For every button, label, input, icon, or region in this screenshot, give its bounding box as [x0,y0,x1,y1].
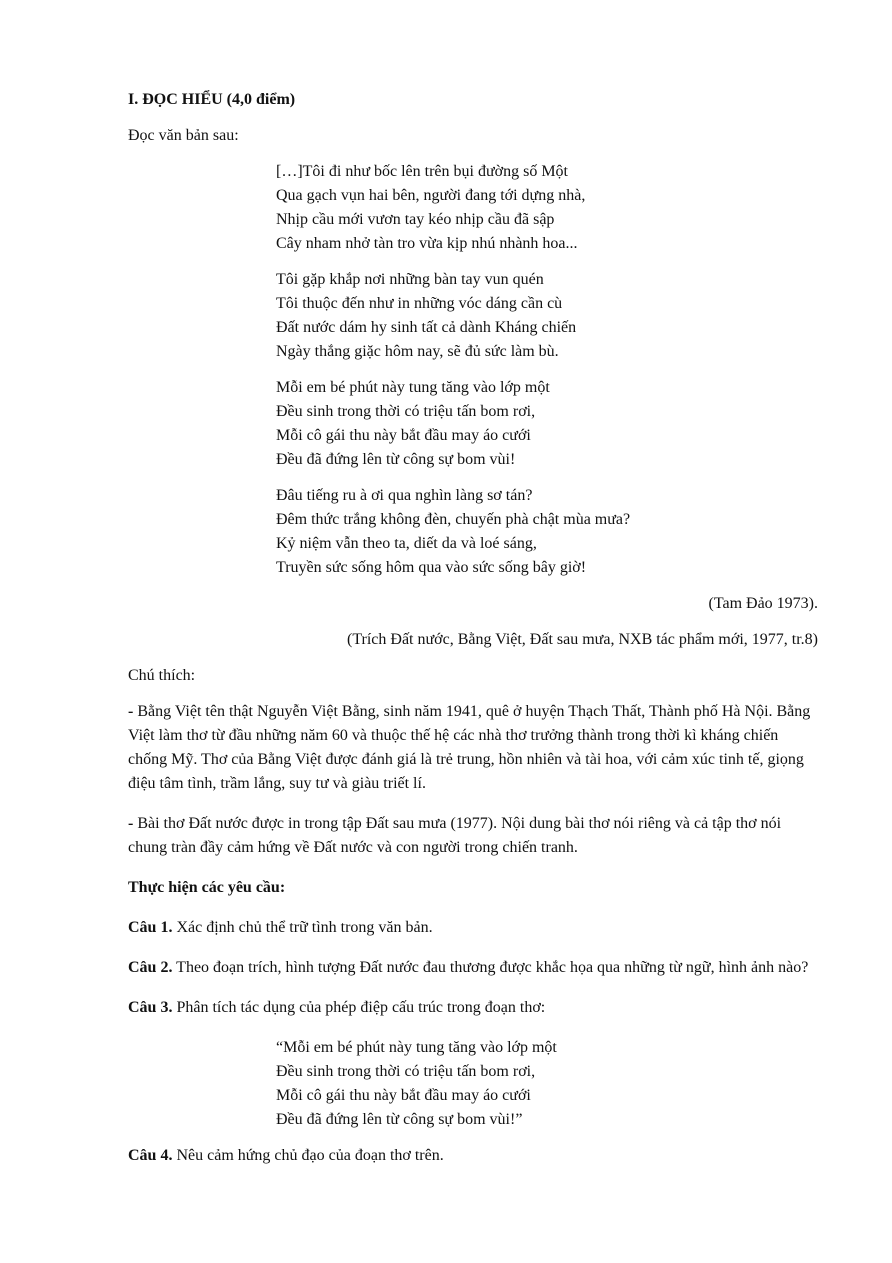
poem-line: Đều đã đứng lên từ công sự bom vùi! [276,451,516,468]
question-label: Câu 4. [128,1147,173,1164]
poem-line: Ngày thắng giặc hôm nay, sẽ đủ sức làm bù. [276,343,559,360]
poem-line: Đất nước dám hy sinh tất cả dành Kháng chiến [276,319,577,336]
poem-stanza-1 [276,160,818,256]
note-text: Bài thơ Đất nước được in trong tập Đất sau mưa (1977). Nội dung bài thơ nói riêng và cả tập thơ nói chung tràn đầy cảm hứng về Đất nước và con người trong chiến tranh. [128,815,782,856]
poem-stanza-4 [276,484,818,580]
poem-line: Tôi thuộc đến như in những vóc dáng cần cù [276,295,563,312]
poem-line: […]Tôi đi như bốc lên trên bụi đường số Một [276,163,568,180]
tasks-label [128,876,818,900]
poem-line: Kỷ niệm vẫn theo ta, diết da và loé sáng, [276,535,537,552]
quote-line: “Mỗi em bé phút này tung tăng vào lớp một [276,1039,557,1056]
note-marker: - [128,815,134,832]
poem-date: (Tam Đảo 1973). [708,595,818,612]
question-text: Phân tích tác dụng của phép điệp cấu trúc trong đoạn thơ: [172,999,546,1016]
poem [276,160,818,580]
poem-stanza-2 [276,268,818,364]
poem-line: Mỗi cô gái thu này bắt đầu may áo cưới [276,427,531,444]
poem-line: Đều sinh trong thời có triệu tấn bom rơi, [276,403,536,420]
question-text: Xác định chủ thể trữ tình trong văn bản. [172,919,433,936]
section-title: I. ĐỌC HIỂU (4,0 điểm) [128,91,296,108]
note-text: Bằng Việt tên thật Nguyễn Việt Bằng, sinh năm 1941, quê ở huyện Thạch Thất, Thành phố Hà Nội. Bằng Việt làm thơ từ đầu những năm 60 và thuộc thế hệ các nhà thơ trưởng thành trong thời kì kháng chiến chống Mỹ. Thơ của Bằng Việt được đánh giá là trẻ trung, hồn nhiên và tài hoa, với cảm xúc tinh tế, giọng điệu tâm tình, trầm lắng, suy tư và giàu triết lí. [128,703,811,792]
poem-line: Truyền sức sống hôm qua vào sức sống bây giờ! [276,559,587,576]
question-label: Câu 3. [128,999,173,1016]
quote-line: Đều đã đứng lên từ công sự bom vùi!” [276,1111,523,1128]
poem-source: (Trích Đất nước, Bằng Việt, Đất sau mưa, NXB tác phẩm mới, 1977, tr.8) [346,631,818,648]
poem-line: Mỗi em bé phút này tung tăng vào lớp một [276,379,550,396]
question-label: Câu 2. [128,959,173,976]
poem-line: Nhịp cầu mới vươn tay kéo nhịp cầu đã sập [276,211,555,228]
question-label: Câu 1. [128,919,173,936]
poem-line: Cây nham nhở tàn tro vừa kịp nhú nhành hoa... [276,235,578,252]
document-page [128,78,818,1184]
note-2 [128,812,818,860]
question-4 [128,1144,818,1168]
intro-text: Đọc văn bản sau: [128,127,239,144]
poem-stanza-3 [276,376,818,472]
tasks-label-text: Thực hiện các yêu cầu: [128,879,286,896]
poem-line: Đâu tiếng ru à ơi qua nghìn làng sơ tán? [276,487,533,504]
poem-line: Tôi gặp khắp nơi những bàn tay vun quén [276,271,544,288]
question-text: Theo đoạn trích, hình tượng Đất nước đau thương được khắc họa qua những từ ngữ, hình ảnh nào? [172,959,809,976]
question-text: Nêu cảm hứng chủ đạo của đoạn thơ trên. [172,1147,444,1164]
poem-line: Qua gạch vụn hai bên, người đang tới dựng nhà, [276,187,586,204]
question-1 [128,916,818,940]
question-2 [128,956,818,980]
quoted-stanza [276,1036,818,1132]
quote-line: Mỗi cô gái thu này bắt đầu may áo cưới [276,1087,531,1104]
poem-line: Đêm thức trắng không đèn, chuyến phà chật mùa mưa? [276,511,631,528]
question-3 [128,996,818,1020]
note-1 [128,700,818,796]
note-marker: - [128,703,134,720]
notes-label: Chú thích: [128,667,196,684]
quote-line: Đều sinh trong thời có triệu tấn bom rơi, [276,1063,536,1080]
